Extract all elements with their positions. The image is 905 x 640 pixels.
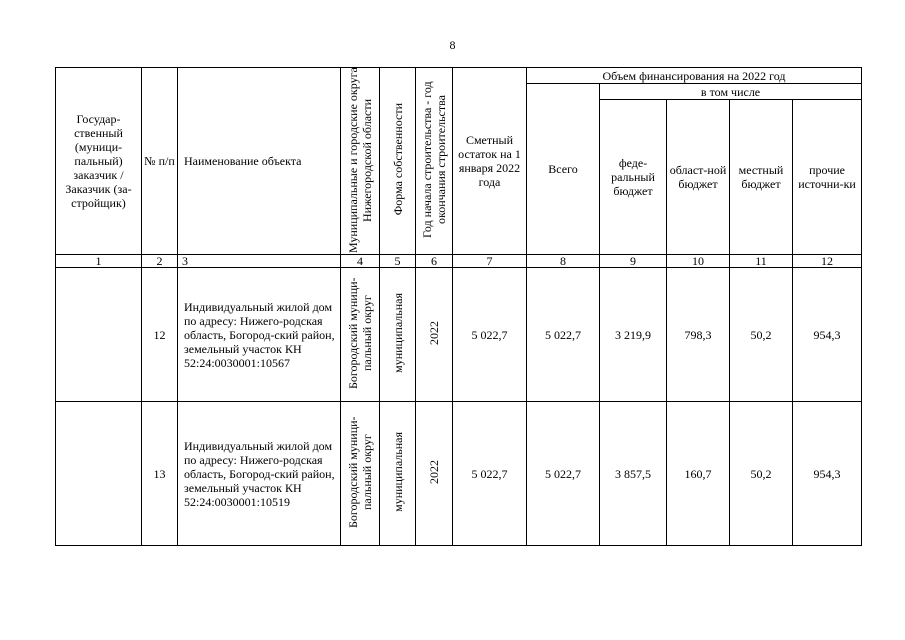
column-number: 12 [793, 255, 862, 268]
header-municipality: Муниципальные и городские округа Нижегородской области [341, 68, 380, 255]
header-estimate: Сметный остаток на 1 января 2022 года [453, 68, 527, 255]
total-cell: 5 022,7 [527, 402, 600, 546]
regional-cell: 160,7 [667, 402, 730, 546]
row-number: 13 [142, 402, 178, 546]
header-local: местный бюджет [730, 100, 793, 255]
column-number: 2 [142, 255, 178, 268]
column-number: 7 [453, 255, 527, 268]
header-num: № п/п [142, 68, 178, 255]
header-including: в том числе [600, 84, 862, 100]
header-years: Год начала строительства - год окончания строительства [416, 68, 453, 255]
header-other: прочие источни-ки [793, 100, 862, 255]
ownership-cell: муниципальная [380, 268, 416, 402]
column-number: 10 [667, 255, 730, 268]
ownership-cell: муниципальная [380, 402, 416, 546]
column-number: 3 [178, 255, 341, 268]
column-number: 5 [380, 255, 416, 268]
total-cell: 5 022,7 [527, 268, 600, 402]
header-ownership: Форма собственности [380, 68, 416, 255]
federal-cell: 3 857,5 [600, 402, 667, 546]
header-federal: феде-ральный бюджет [600, 100, 667, 255]
estimate-cell: 5 022,7 [453, 402, 527, 546]
column-number: 9 [600, 255, 667, 268]
customer-cell [56, 268, 142, 402]
header-customer: Государ-ственный (муници-пальный) заказчик / Заказчик (за-стройщик) [56, 68, 142, 255]
object-name: Индивидуальный жилой дом по адресу: Нижего-родская область, Богород-ский район, земельный участок КН 52:24:0030001:10519 [178, 402, 341, 546]
financing-table [55, 67, 862, 546]
federal-cell: 3 219,9 [600, 268, 667, 402]
municipality-cell: Богородский муници-пальный округ [341, 268, 380, 402]
year-cell: 2022 [416, 402, 453, 546]
header-total: Всего [527, 84, 600, 255]
object-name: Индивидуальный жилой дом по адресу: Нижего-родская область, Богород-ский район, земельный участок КН 52:24:0030001:10567 [178, 268, 341, 402]
column-number-row [56, 255, 862, 268]
other-cell: 954,3 [793, 268, 862, 402]
column-number: 8 [527, 255, 600, 268]
regional-cell: 798,3 [667, 268, 730, 402]
estimate-cell: 5 022,7 [453, 268, 527, 402]
row-number: 12 [142, 268, 178, 402]
local-cell: 50,2 [730, 268, 793, 402]
customer-cell [56, 402, 142, 546]
column-number: 4 [341, 255, 380, 268]
column-number: 6 [416, 255, 453, 268]
header-regional: област-ной бюджет [667, 100, 730, 255]
municipality-cell: Богородский муници-пальный округ [341, 402, 380, 546]
page-number: 8 [449, 38, 456, 52]
column-number: 11 [730, 255, 793, 268]
header-object-name: Наименование объекта [178, 68, 341, 255]
year-cell: 2022 [416, 268, 453, 402]
other-cell: 954,3 [793, 402, 862, 546]
header-funding: Объем финансирования на 2022 год [527, 68, 862, 84]
table-row [56, 402, 862, 546]
table-row [56, 268, 862, 402]
column-number: 1 [56, 255, 142, 268]
local-cell: 50,2 [730, 402, 793, 546]
